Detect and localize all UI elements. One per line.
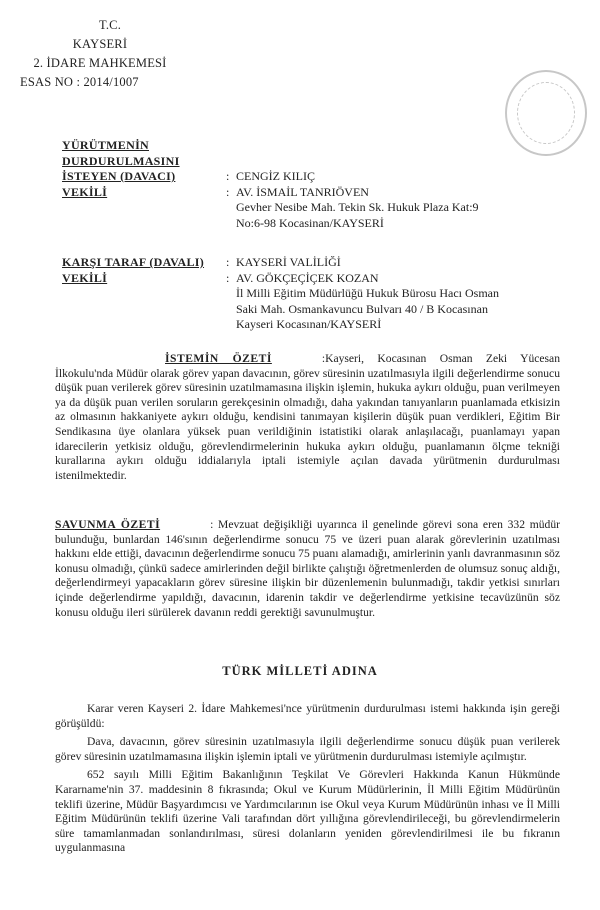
- defendant-lawyer-name: AV. GÖKÇEÇİÇEK KOZAN: [236, 270, 379, 285]
- decision-paragraph-2: Dava, davacının, görev süresinin uzatılmasıyla ilgili değerlendirme sonucu düşük puan verilerek görev süresinin uzatılmamasına ilişkin işlemin iptali ve yürütmenin durdurulması istemiyle açılmıştır.: [55, 735, 560, 763]
- defendant-lawyer-address-3: Kayseri Kocasınan/KAYSERİ: [236, 317, 382, 331]
- decision-paragraph-3: 652 sayılı Milli Eğitim Bakanlığının Teşkilat Ve Görevleri Hakkında Kanun Hükmünde Kararname'nin 37. maddesinin 8 fıkrasında; Okul ve Kurum Müdürlerinin, İl Milli Eğitim Müdürünün teklifi üzerine, Müdür Başyardımcısı ve Yardımcılarının ise Okul veya Kurum Müdürünün inhası ve İl Milli Eğitim Müdürünün teklifi üzerine Vali tarafından dört yıllığına görevlendirileceği, bu görevlendirmelerin süre tamamlanmadan sonlandırılması, süresi dolanların yeniden görevlendirilmesi ile bu fıkranın uygulanmasına: [55, 768, 560, 855]
- plaintiff-label: İSTEYEN (DAVACI): [62, 169, 176, 183]
- decision-body: [55, 702, 560, 856]
- plaintiff-lawyer-name: AV. İSMAİL TANRIÖVEN: [236, 184, 369, 199]
- claim-summary: [55, 352, 560, 483]
- header-court: 2. İDARE MAHKEMESİ: [33, 56, 167, 70]
- defendant-lawyer-label: VEKİLİ: [62, 270, 108, 285]
- decision-paragraph-1: Karar veren Kayseri 2. İdare Mahkemesi'nce yürütmenin durdurulması istemi hakkında işin gereği görüşüldü:: [55, 702, 560, 730]
- defendant-label: KARŞI TARAF (DAVALI): [62, 255, 205, 269]
- defendant-name: KAYSERİ VALİLİĞİ: [236, 255, 341, 269]
- court-header: [20, 16, 180, 92]
- plaintiff-lawyer-address-2: No:6-98 Kocasinan/KAYSERİ: [236, 215, 384, 230]
- header-esas-no: ESAS NO : 2014/1007: [20, 75, 139, 89]
- judgment-title: TÜRK MİLLETİ ADINA: [222, 664, 378, 678]
- defense-summary-label: SAVUNMA ÖZETİ: [55, 518, 161, 531]
- defense-summary: [55, 518, 560, 620]
- plaintiff-lawyer-label: VEKİLİ: [62, 184, 108, 199]
- claim-summary-label: İSTEMİN ÖZETİ: [165, 352, 272, 365]
- request-title: YÜRÜTMENİN DURDURULMASINI: [62, 138, 180, 168]
- defendant-lawyer-address-1: İl Milli Eğitim Müdürlüğü Hukuk Bürosu Hacı Osman: [236, 286, 499, 300]
- plaintiff-lawyer-address-1: Gevher Nesibe Mah. Tekin Sk. Hukuk Plaza Kat:9: [236, 200, 479, 214]
- parties-block: YÜRÜTMENİN DURDURULMASINI İSTEYEN (DAVACI) : CENGİZ KILIÇ VEKİLİ : AV. İSMAİL TANRIÖVEN Gevher Nesibe Mah. Tekin Sk. Hukuk Plaza Kat:9 No:6-98 Kocasinan/KAYSERİ KARŞI TARAF (DAVALI) : KAYSERİ VALİLİĞİ VEKİLİ : AV. GÖKÇEÇİÇEK KOZAN İl Milli Eğitim Müdürlüğü Hukuk Bürosu Hacı Osman Saki Mah. Osmankavuncu Bulvarı 40 / B Kocasınan Kayseri Kocasınan/KAYSERİ: [62, 138, 582, 333]
- claim-summary-text: :Kayseri, Kocasınan Osman Zeki Yücesan İlkokulu'nda Müdür olarak görev yapan davacının, görev süresinin uzatılmasıyla ilgili değerlendirme sonucu düşük puan verilerek görev süresinin uzatılmamasına ilişkin işlemin, hukuka aykırı olduğu, puan verilmeyen ya da düşük puan verilen soruların gerekçesinin olmadığı, daha yakından tanıyanların puanlamada etkisizin az olmasının hakkaniyete aykırı olduğu, kendisini tanımayan kişilerin düşük puan verdikleri, Eğitim Bir Sendikasına üye olanlara yüksek puan verildiğinin istatistiki olarak anlaşılacağı, puanlamayı yapan idarecilerin yetkisiz olduğu, görevlendirmelerinin hukuka aykırı olduğu, puanlamanın ölçme tekniği kurallarına aykırı olduğu iddialarıyla iptali istemiyle açılan davada yürütmenin durdurulması istenilmektedir.: [55, 352, 561, 482]
- plaintiff-name: CENGİZ KILIÇ: [236, 169, 315, 183]
- header-tc: T.C.: [98, 18, 122, 32]
- header-city: KAYSERİ: [72, 37, 128, 51]
- defense-summary-text: : Mevzuat değişikliği uyarınca il genelinde görevi sona eren 332 müdür bulunduğu, bunlardan 146'sının değerlendirme sonucu 75 ve üzeri puan alarak görevlerinin uzatılması hakkını elde ettiği, davacının değerlendirme sonucu 75 puanı alamadığı, amirlerinin yanlı davranmasının söz konusu olmadığı, çünkü sadece amirlerinden değil birlikte çalıştığı öğretmenlerden de olumsuz sonuç aldığı, değerlendirmeyi yapacakların görev süresine ilişkin bir düzenlemenin bulunmadığı, takdir yetkisi sınırları içinde değerlendirme yapıldığı, davacının, idarenin takdir ve değerlendirme yetkisine tecavüzünün söz konusu olduğu ileri sürülerek davanın reddi gerektiği savunulmuştur.: [55, 518, 560, 619]
- defendant-lawyer-address-2: Saki Mah. Osmankavuncu Bulvarı 40 / B Kocasınan: [236, 301, 488, 316]
